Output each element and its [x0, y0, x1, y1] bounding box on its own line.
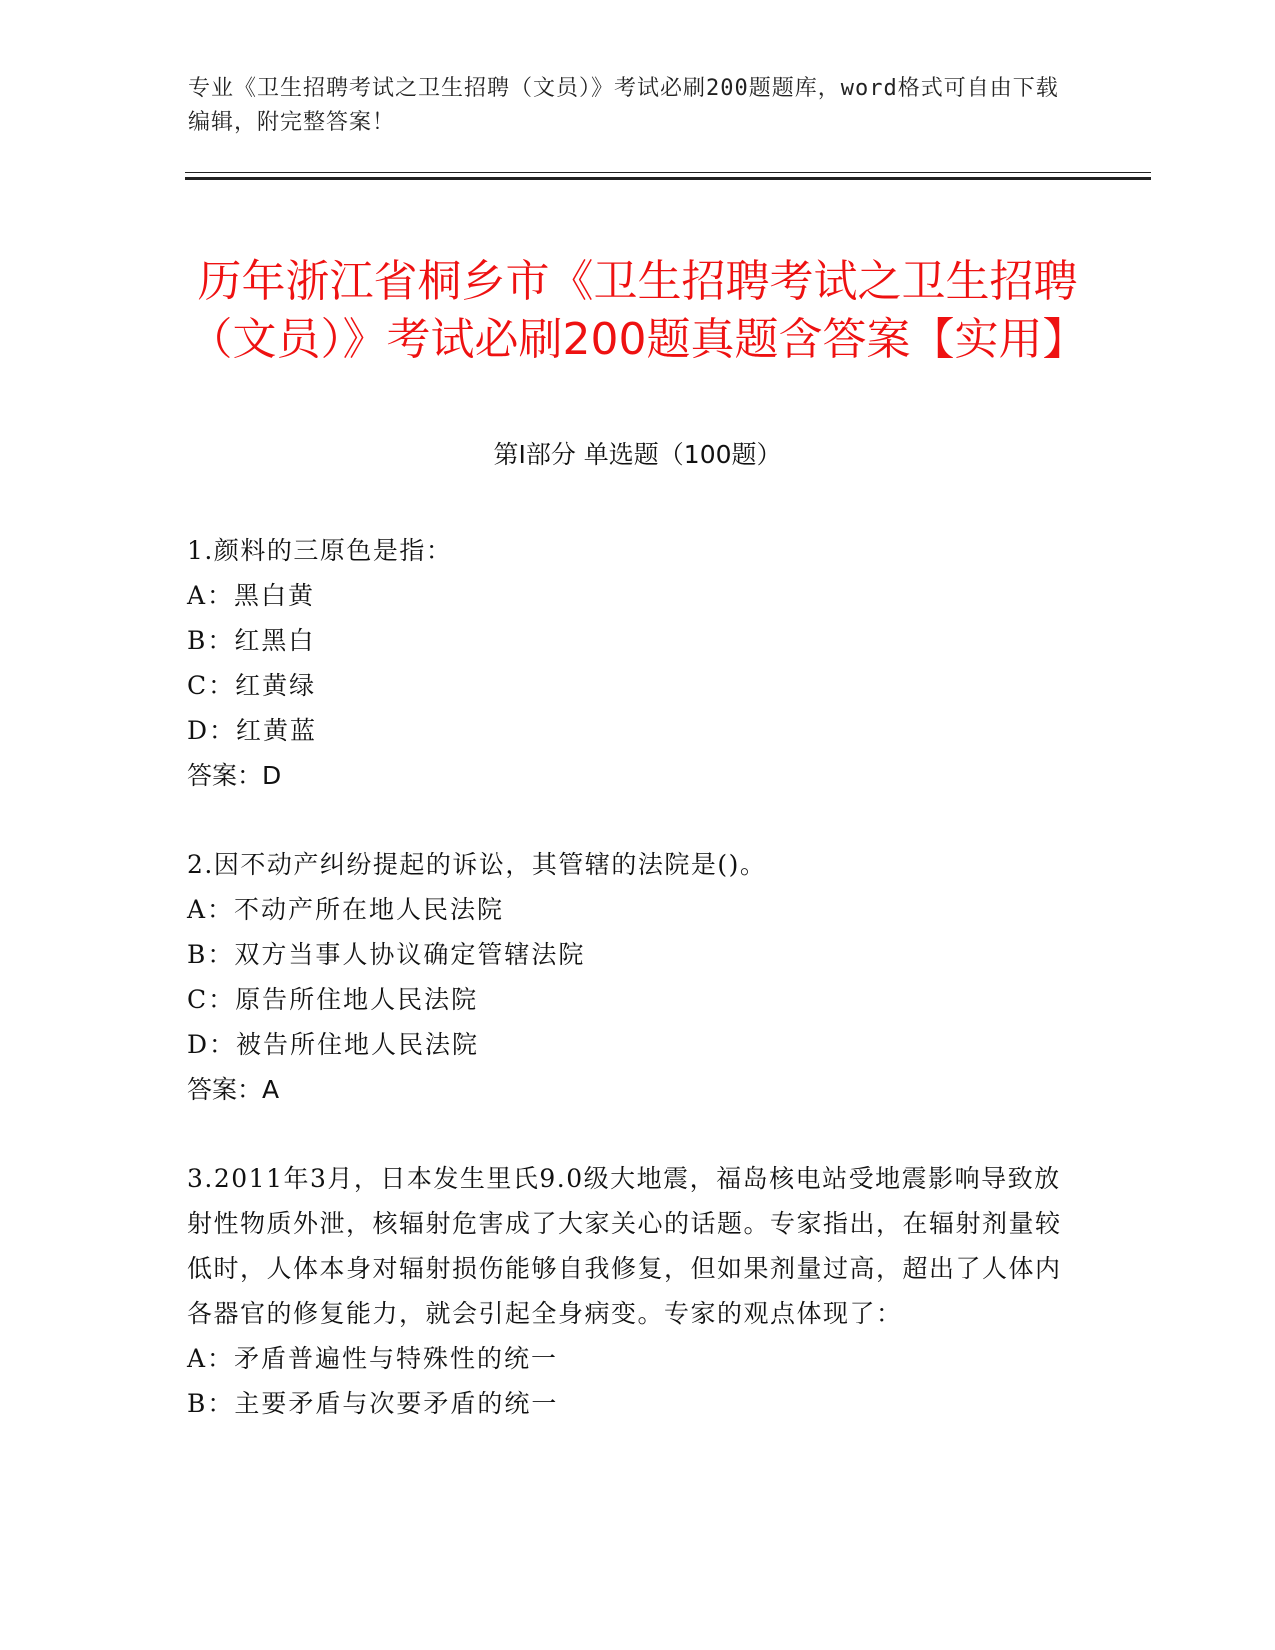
question-stem: 2.因不动产纠纷提起的诉讼，其管辖的法院是()。	[187, 850, 767, 879]
option-b: B：红黑白	[187, 626, 316, 655]
option-a: A：不动产所在地人民法院	[187, 895, 505, 924]
question-stem: 3.2011年3月，日本发生里氏9.0级大地震，福岛核电站受地震影响导致放射性物质外泄，核辐射危害成了大家关心的话题。专家指出，在辐射剂量较低时，人体本身对辐射损伤能够自我修复，但如果剂量过高，超出了人体内各器官的修复能力，就会引起全身病变。专家的观点体现了：	[187, 1164, 1062, 1328]
option-c: C：原告所住地人民法院	[187, 985, 479, 1014]
document-title: 历年浙江省桐乡市《卫生招聘考试之卫生招聘（文员）》考试必刷200题真题含答案【实用】	[188, 256, 1087, 366]
option-d: D：被告所住地人民法院	[187, 1030, 480, 1059]
section-title: 第I部分 单选题（100题）	[493, 440, 782, 469]
question-3	[187, 1156, 1067, 1426]
answer: 答案：A	[187, 1075, 280, 1104]
question-list	[187, 528, 1067, 1470]
question-2	[187, 842, 1067, 1112]
answer: 答案：D	[187, 761, 282, 790]
option-b: B：主要矛盾与次要矛盾的统一	[187, 1389, 559, 1418]
option-c: C：红黄绿	[187, 671, 317, 700]
header-note: 专业《卫生招聘考试之卫生招聘（文员）》考试必刷200题题库，word格式可自由下载编辑，附完整答案！	[188, 76, 1059, 135]
question-1	[187, 528, 1067, 798]
header-rule-thick	[185, 177, 1151, 180]
option-d: D：红黄蓝	[187, 716, 318, 745]
option-b: B：双方当事人协议确定管辖法院	[187, 940, 586, 969]
header-rule-thin	[185, 172, 1151, 173]
option-a: A：矛盾普遍性与特殊性的统一	[187, 1344, 559, 1373]
option-a: A：黑白黄	[187, 581, 316, 610]
question-stem: 1.颜料的三原色是指：	[187, 536, 453, 565]
